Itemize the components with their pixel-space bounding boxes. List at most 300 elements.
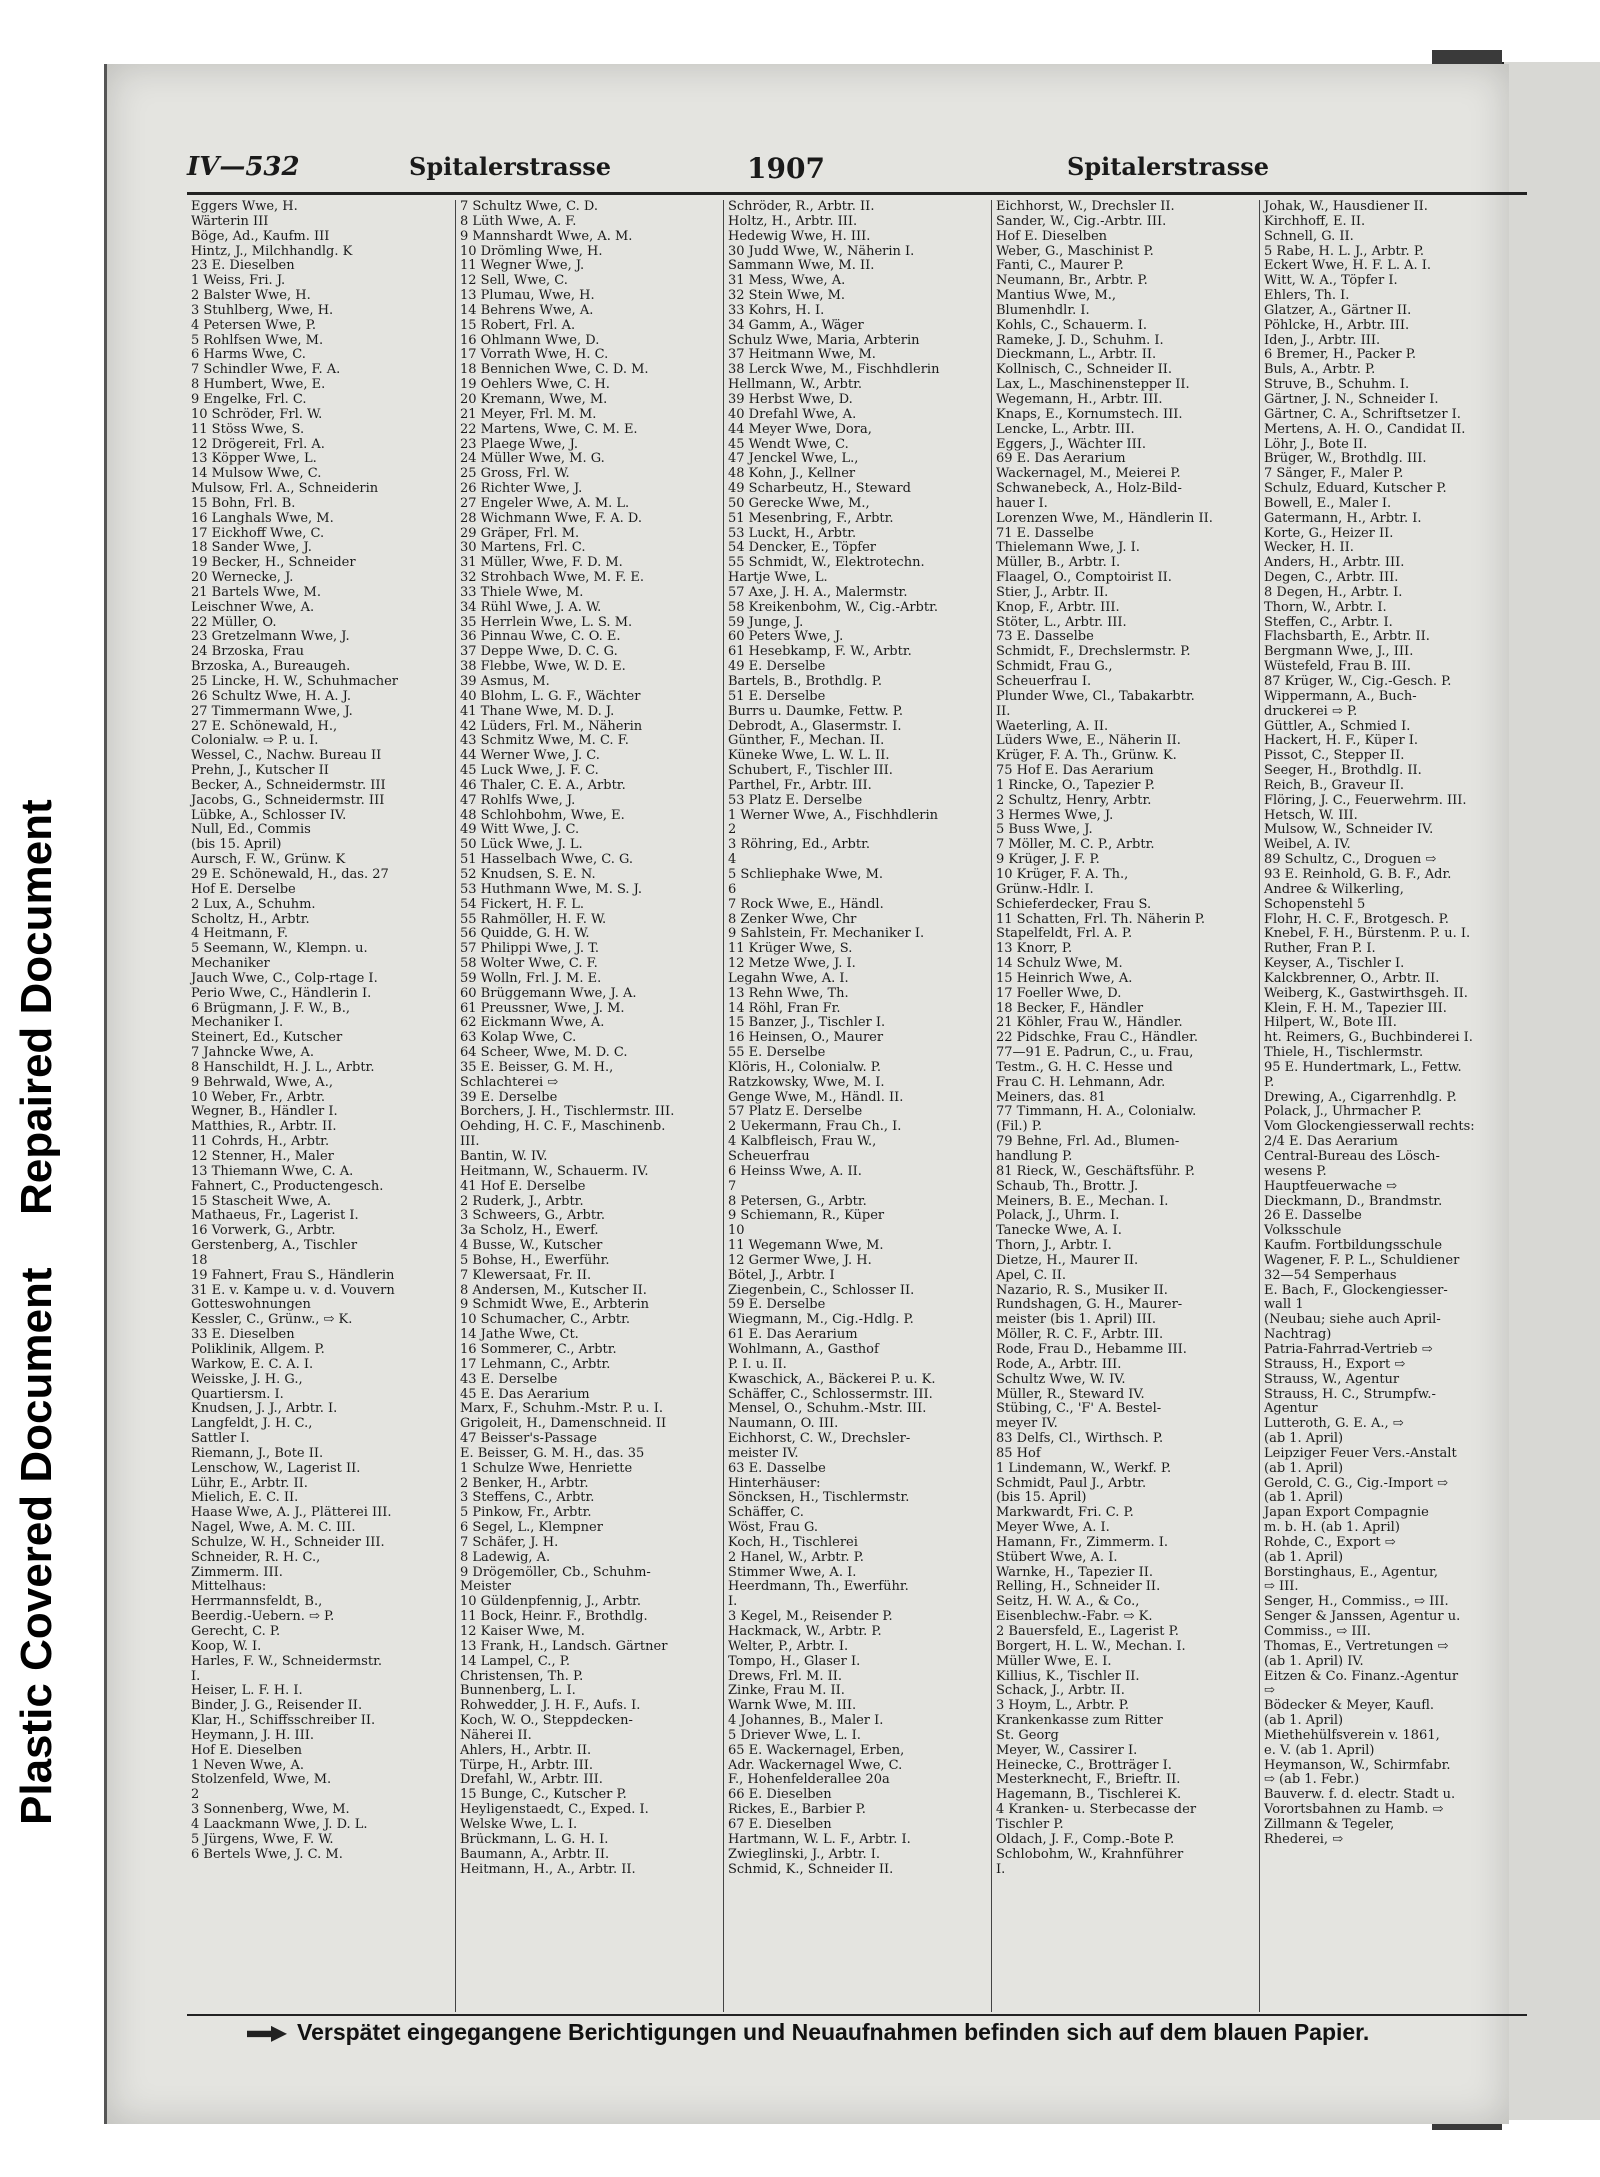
directory-entry: 27 Timmermann Wwe, J. [191,704,353,719]
directory-entry: 1 Rincke, O., Tapezier P. [996,778,1155,793]
directory-entry: 2 Schultz, Henry, Arbtr. [996,793,1152,808]
directory-entry: F., Hohenfelderallee 20a [728,1773,890,1788]
directory-entry: 65 E. Wackernagel, Erben, [728,1743,905,1758]
directory-entry: meister (bis 1. April) III. [996,1313,1156,1328]
directory-entry: Mathaeus, Fr., Lagerist I. [191,1209,359,1224]
directory-entry: 9 Engelke, Frl. C. [191,392,307,407]
directory-entry: 8 Zenker Wwe, Chr [728,912,857,927]
directory-entry: Heerdmann, Th., Ewerführ. [728,1580,909,1595]
directory-entry: Weber, G., Maschinist P. [996,244,1154,259]
directory-entry: Brüger, W., Brothdlg. III. [1264,452,1427,467]
directory-entry: 7 Rock Wwe, E., Händl. [728,897,884,912]
directory-entry: 53 Luckt, H., Arbtr. [728,526,857,541]
repaired-document-label: Repaired Document [12,799,61,1215]
directory-entry: druckerei ⇨ P. [1264,704,1358,719]
directory-entry: 3 Kegel, M., Reisender P. [728,1610,893,1625]
directory-entry: Scheuerfrau I. [996,675,1092,689]
directory-entry: III. [460,1135,480,1150]
directory-entry: ⇨ III. [1264,1580,1299,1595]
header-rule [187,192,1527,195]
directory-entry: Vom Glockengiesserwall rechts: [1264,1120,1475,1135]
directory-entry: Heymann, J. H. III. [191,1728,315,1743]
directory-entry: 32—54 Semperhaus [1264,1268,1397,1283]
year-heading: 1907 [747,152,825,185]
footer-rule [187,2014,1527,2016]
directory-entry: Stübert Wwe, A. I. [996,1550,1118,1565]
directory-entry: 79 Behne, Frl. Ad., Blumen- [996,1135,1180,1150]
directory-entry: 39 Asmus, M. [460,675,550,689]
directory-entry: Söncksen, H., Tischlermstr. [728,1491,910,1506]
directory-entry: Quartiersm. I. [191,1387,284,1402]
directory-entry: Frau C. H. Lehmann, Adr. [996,1075,1166,1090]
directory-columns [187,200,1527,2012]
directory-entry: Waeterling, A. II. [996,719,1109,734]
directory-entry: Schultz Wwe, W. IV. [996,1372,1126,1387]
directory-entry: Burrs u. Daumke, Fettw. P. [728,704,904,719]
directory-entry: Schäffer, C. [728,1506,804,1521]
directory-entry: 2/4 E. Das Aerarium [1264,1135,1398,1150]
directory-entry: Killius, K., Tischler II. [996,1669,1140,1684]
directory-entry: Borstinghaus, E., Agentur, [1264,1565,1438,1580]
directory-entry: Mantius Wwe, M., [996,289,1117,304]
directory-entry: Binder, J. G., Reisender II. [191,1699,363,1714]
directory-entry: Kessler, C., Grünw., ⇨ K. [191,1313,353,1328]
directory-entry: 64 Scheer, Wwe, M. D. C. [460,1046,628,1061]
directory-entry: Mesterknecht, F., Brieftr. II. [996,1773,1181,1788]
directory-entry: Hagemann, B., Tischlerei K. [996,1788,1182,1803]
directory-entry: Vorortsbahnen zu Hamb. ⇨ [1264,1803,1444,1818]
directory-entry: Neumann, Br., Arbtr. P. [996,274,1148,289]
directory-entry: Scholtz, H., Arbtr. [191,912,310,927]
directory-entry: 6 Segel, L., Klempner [460,1521,603,1536]
directory-entry: 75 Hof E. Das Aerarium [996,764,1154,779]
directory-entry: handlung P. [996,1150,1073,1164]
directory-entry: Schlobohm, W., Krahnführer [996,1847,1184,1862]
directory-entry: 2 Bauersfeld, E., Lagerist P. [996,1625,1179,1639]
directory-entry: meister IV. [728,1446,799,1461]
directory-entry: 2 Uekermann, Frau Ch., I. [728,1120,902,1135]
directory-entry: 45 E. Das Aerarium [460,1387,590,1402]
directory-entry: Hetsch, W. III. [1264,808,1358,823]
directory-entry: Klar, H., Schiffsschreiber II. [191,1714,376,1729]
directory-entry: (bis 15. April) [996,1491,1087,1506]
directory-entry: (ab 1. April) [1264,1550,1344,1565]
directory-entry: 33 E. Dieselben [191,1328,295,1343]
directory-entry: 57 Platz E. Derselbe [728,1105,863,1120]
directory-entry: I. [191,1669,201,1684]
directory-entry: 10 Schröder, Frl. W. [191,407,323,422]
directory-entry: Bowell, E., Maler I. [1264,496,1392,511]
directory-entry: wesens P. [1264,1164,1327,1179]
directory-entry: Rohde, C., Export ⇨ [1264,1535,1396,1550]
directory-entry: Zillmann & Tegeler, [1264,1817,1395,1832]
directory-entry: Hof E. Derselbe [191,882,296,897]
directory-entry: 49 Scharbeutz, H., Steward [728,482,911,497]
directory-entry: Mulsow, W., Schneider IV. [1264,823,1434,838]
directory-entry: Perio Wwe, C., Händlerin I. [191,986,372,1001]
directory-entry: 11 Bock, Heinr. F., Brothdlg. [460,1610,648,1625]
directory-entry: Schulz Wwe, Maria, Arbterin [728,333,920,348]
directory-entry: Flachsbarth, E., Arbtr. II. [1264,630,1430,645]
directory-entry: Güttler, A., Schmied I. [1264,719,1411,734]
directory-entry: 49 Witt Wwe, J. C. [460,823,580,838]
directory-entry: Gotteswohnungen [191,1298,311,1313]
directory-entry: 10 Schumacher, C., Arbtr. [460,1313,631,1328]
directory-entry: Lühr, E., Arbtr. II. [191,1476,308,1491]
pointing-hand-icon [247,2026,287,2042]
directory-entry: 2 Ruderk, J., Arbtr. [460,1194,584,1209]
directory-entry: 12 Kaiser Wwe, M. [460,1625,585,1639]
directory-entry: Hinterhäuser: [728,1476,821,1491]
directory-entry: 27 E. Schönewald, H., [191,719,338,734]
directory-entry: 3 Hoym, L., Arbtr. P. [996,1699,1129,1714]
directory-entry: Weiberg, K., Gastwirthsgeh. II. [1264,986,1468,1001]
directory-entry: Gerecht, C. P. [191,1625,281,1639]
directory-entry: Thomas, E., Vertretungen ⇨ [1264,1639,1449,1654]
directory-entry: Warnke, H., Tapezier II. [996,1565,1154,1580]
directory-entry: 4 [728,853,737,868]
directory-entry: Borgert, H. L. W., Mechan. I. [996,1639,1186,1654]
directory-entry: 11 Wegner Wwe, J. [460,259,585,274]
directory-entry: 15 Robert, Frl. A. [460,318,576,333]
directory-entry: Testm., G. H. C. Hesse und [996,1060,1173,1075]
directory-entry: Wüstefeld, Frau B. III. [1264,660,1411,675]
directory-entry: 43 E. Derselbe [460,1372,558,1387]
directory-entry: Rickes, E., Barbier P. [728,1803,866,1818]
directory-entry: Wackernagel, M., Meierei P. [996,467,1181,482]
directory-entry: 39 E. Derselbe [460,1090,558,1105]
directory-entry: 30 Judd Wwe, W., Näherin I. [728,244,915,259]
directory-entry: 21 Bartels Wwe, M. [191,585,321,600]
directory-entry: Andree & Wilkerling, [1264,882,1404,897]
directory-entry: Näherei II. [460,1728,532,1743]
directory-entry: Schmidt, Paul J., Arbtr. [996,1476,1147,1491]
directory-entry: Ziegenbein, C., Schlosser II. [728,1283,915,1298]
directory-entry: 26 Richter Wwe, J. [460,482,583,497]
directory-entry: Thorn, J., Arbtr. I. [996,1239,1112,1254]
directory-entry: 50 Gerecke Wwe, M., [728,496,870,511]
directory-entry: 73 E. Dasselbe [996,630,1094,645]
directory-entry: Stübing, C., 'F' A. Bestel- [996,1402,1162,1417]
directory-entry: Knop, F., Arbtr. III. [996,600,1120,615]
directory-entry: Hackert, H. F., Küper I. [1264,734,1419,749]
directory-entry: Thorn, W., Arbtr. I. [1264,600,1387,615]
directory-entry: 22 Pidschke, Frau C., Händler. [996,1031,1198,1046]
directory-entry: Witt, W. A., Töpfer I. [1264,274,1398,289]
directory-entry: 8 Lüth Wwe, A. F. [460,214,577,229]
directory-entry: Eckert Wwe, H. F. L. A. I. [1264,259,1432,274]
directory-entry: 13 Thiemann Wwe, C. A. [191,1164,354,1179]
directory-entry: Gerstenberg, A., Tischler [191,1239,358,1254]
page-number: IV—532 [187,152,300,182]
directory-entry: 7 Möller, M. C. P., Arbtr. [996,838,1155,853]
directory-entry: Koch, H., Tischlerei [728,1535,858,1550]
directory-entry: Stolzenfeld, Wwe, M. [191,1773,332,1788]
directory-entry: Hof E. Dieselben [996,229,1108,244]
directory-entry: 38 Lerck Wwe, M., Fischhdlerin [728,363,940,378]
directory-entry: 5 Rabe, H. L. J., Arbtr. P. [1264,244,1425,259]
directory-entry: Beerdig.-Uebern. ⇨ P. [191,1610,335,1625]
directory-entry: Anders, H., Arbtr. III. [1264,556,1405,571]
directory-entry: Rode, A., Arbtr. III. [996,1357,1122,1372]
directory-entry: 7 Schäfer, J. H. [460,1535,559,1550]
directory-entry: Meyer Wwe, A. I. [996,1521,1110,1536]
directory-entry: wall 1 [1264,1298,1304,1313]
directory-entry: 1 Neven Wwe, A. [191,1758,304,1773]
directory-entry: 12 Stenner, H., Maler [191,1150,334,1164]
directory-entry: Oldach, J. F., Comp.-Bote P. [996,1832,1175,1847]
directory-entry: Lax, L., Maschinenstepper II. [996,378,1190,393]
directory-entry: Lencke, L., Arbtr. III. [996,422,1135,437]
directory-entry: Rode, Frau D., Hebamme III. [996,1342,1187,1357]
directory-entry: 15 Stascheit Wwe, A. [191,1194,332,1209]
directory-entry: Bergmann Wwe, J., III. [1264,645,1414,660]
directory-entry: Wegemann, H., Arbtr. III. [996,392,1163,407]
column-5 [1259,200,1522,2012]
directory-entry: 29 Gräper, Frl. M. [460,526,580,541]
directory-entry: Brzoska, A., Bureaugeh. [191,660,351,675]
directory-entry: 48 Schlohbohm, Wwe, E. [460,808,625,823]
directory-entry: 10 [728,1224,745,1239]
directory-entry: Küneke Wwe, L. W. L. II. [728,749,890,764]
directory-entry: Rameke, J. D., Schuhm. I. [996,333,1164,348]
directory-entry: Hartje Wwe, L. [728,571,828,586]
directory-entry: Steinert, Ed., Kutscher [191,1031,343,1046]
directory-entry: Rhederei, ⇨ [1264,1832,1344,1847]
directory-entry: Colonialw. ⇨ P. u. I. [191,734,319,749]
directory-entry: 37 Heitmann Wwe, M. [728,348,876,363]
directory-entry: 59 E. Derselbe [728,1298,826,1313]
directory-entry: Pissot, C., Stepper II. [1264,749,1405,764]
directory-entry: Schnell, G. II. [1264,229,1354,244]
directory-entry: Naumann, O. III. [728,1417,839,1432]
directory-entry: 55 Schmidt, W., Elektrotechn. [728,556,925,571]
directory-entry: 15 Bohn, Frl. B. [191,496,296,511]
directory-entry: Drews, Frl. M. II. [728,1669,843,1684]
directory-entry: 8 Humbert, Wwe, E. [191,378,326,393]
directory-entry: Jacobs, G., Schneidermstr. III [191,793,385,808]
directory-entry: Mertens, A. H. O., Candidat II. [1264,422,1466,437]
directory-entry: 6 Harms Wwe, C. [191,348,306,363]
directory-entry: 3 Stuhlberg, Wwe, H. [191,303,334,318]
directory-entry: Glatzer, A., Gärtner II. [1264,303,1412,318]
directory-entry: Keyser, A., Tischler I. [1264,957,1405,972]
directory-entry: 7 Sänger, F., Maler P. [1264,467,1404,482]
directory-entry: Japan Export Compagnie [1264,1506,1429,1521]
directory-entry: Knudsen, J. J., Arbtr. I. [191,1402,338,1417]
directory-entry: Müller, B., Arbtr. I. [996,556,1121,571]
directory-entry: Bantin, W. IV. [460,1150,548,1164]
directory-entry: Lutteroth, G. E. A., ⇨ [1264,1417,1404,1432]
directory-entry: Müller, R., Steward IV. [996,1387,1145,1402]
directory-entry: 45 Luck Wwe, J. F. C. [460,764,599,779]
directory-entry: 33 Thiele Wwe, M. [460,585,584,600]
directory-entry: Schubert, F., Tischler III. [728,764,893,779]
directory-entry: 14 Jathe Wwe, Ct. [460,1328,579,1343]
directory-entry: Drefahl, W., Arbtr. III. [460,1773,603,1788]
directory-entry: 8 Hanschildt, H. J. L., Arbtr. [191,1060,375,1075]
directory-entry: Hedewig Wwe, H. III. [728,229,871,244]
directory-entry: 9 Krüger, J. F. P. [996,853,1100,868]
directory-entry: 4 Johannes, B., Maler I. [728,1714,884,1729]
directory-entry: 14 Lampel, C., P. [460,1654,570,1669]
directory-entry: 41 Thane Wwe, M. D. J. [460,704,615,719]
directory-entry: 89 Schultz, C., Droguen ⇨ [1264,853,1437,868]
directory-entry: Struve, B., Schuhm. I. [1264,378,1410,393]
directory-entry: meyer IV. [996,1417,1058,1432]
directory-entry: 18 [191,1253,208,1268]
directory-entry: (ab 1. April) [1264,1432,1344,1447]
directory-entry: 51 Mesenbring, F., Arbtr. [728,511,894,526]
directory-entry: 3 Steffens, C., Arbtr. [460,1491,595,1506]
directory-entry: 6 Brügmann, J. F. W., B., [191,1001,350,1016]
directory-entry: Tanecke Wwe, A. I. [996,1224,1122,1239]
directory-entry: Oehding, H. C. F., Maschinenb. [460,1120,666,1135]
directory-entry: 40 Drefahl Wwe, A. [728,407,857,422]
directory-entry: Debrodt, A., Glasermstr. I. [728,719,902,734]
directory-entry: 9 Mannshardt Wwe, A. M. [460,229,633,244]
directory-entry: Hackmack, W., Arbtr. P. [728,1625,882,1639]
directory-entry: 7 [728,1179,737,1194]
directory-entry: Schieferdecker, Frau S. [996,897,1152,912]
directory-entry: 11 Wegemann Wwe, M. [728,1239,884,1254]
directory-entry: Sander, W., Cig.-Arbtr. III. [996,214,1167,229]
directory-entry: 9 Behrwald, Wwe, A., [191,1075,333,1090]
directory-entry: Heymanson, W., Schirmfabr. [1264,1758,1451,1773]
directory-entry: 56 Quidde, G. H. W. [460,927,590,942]
directory-entry: Genge Wwe, M., Händl. II. [728,1090,904,1105]
directory-entry: 25 Gross, Frl. W. [460,467,570,482]
directory-entry: Senger, H., Commiss., ⇨ III. [1264,1595,1449,1610]
directory-entry: 18 Bennichen Wwe, C. D. M. [460,363,649,378]
directory-entry: Zinke, Frau M. II. [728,1684,845,1699]
directory-entry: Schulz, Eduard, Kutscher P. [1264,482,1447,497]
directory-entry: 8 Degen, H., Arbtr. I. [1264,585,1403,600]
directory-entry: Meyer, W., Cassirer I. [996,1743,1138,1758]
directory-entry: 2 Lux, A., Schuhm. [191,897,316,912]
directory-entry: 4 Busse, W., Kutscher [460,1239,603,1254]
directory-page [104,64,1509,2124]
directory-entry: 36 Pinnau Wwe, C. O. E. [460,630,621,645]
directory-entry: Nagel, Wwe, A. M. C. III. [191,1521,356,1536]
directory-entry: Bauverw. f. d. electr. Stadt u. [1264,1788,1456,1803]
directory-entry: 1 Weiss, Fri. J. [191,274,286,289]
directory-entry: 9 Drögemöller, Cb., Schuhm- [460,1565,651,1580]
directory-entry: Mechaniker [191,957,270,972]
directory-entry: 66 E. Dieselben [728,1788,832,1803]
directory-entry: 17 Eickhoff Wwe, C. [191,526,325,541]
directory-entry: 2 [191,1788,200,1803]
footer-text: Verspätet eingegangene Berichtigungen und Neuaufnahmen befinden sich auf dem blauen Papier. [297,2019,1370,2045]
directory-entry: Drewing, A., Cigarrenhdlg. P. [1264,1090,1457,1105]
directory-entry: 37 Deppe Wwe, D. C. G. [460,645,618,660]
directory-entry: m. b. H. (ab 1. April) [1264,1521,1400,1536]
footer-notice [247,2019,1547,2055]
directory-entry: Adr. Wackernagel Wwe, C. [728,1758,903,1773]
plastic-covered-document-label: Plastic Covered Document [12,1267,61,1825]
directory-entry: Gärtner, C. A., Schriftsetzer I. [1264,407,1461,422]
directory-entry: Herrmannsfeldt, B., [191,1595,323,1610]
directory-entry: Iden, J., Arbtr. III. [1264,333,1381,348]
directory-entry: 51 Hasselbach Wwe, C. G. [460,853,634,868]
directory-entry: 69 E. Das Aerarium [996,452,1126,467]
directory-entry: 47 Jenckel Wwe, L., [728,452,859,467]
directory-entry: Günther, F., Mechan. II. [728,734,885,749]
directory-entry: 11 Stöss Wwe, S. [191,422,305,437]
directory-entry: 43 Schmitz Wwe, M. C. F. [460,734,629,749]
directory-entry: 9 Schiemann, R., Küper [728,1209,885,1224]
directory-entry: 6 Heinss Wwe, A. II. [728,1164,862,1179]
directory-entry: Ratzkowsky, Wwe, M. I. [728,1075,885,1090]
directory-entry: 61 E. Das Aerarium [728,1328,858,1343]
directory-entry: 13 Plumau, Wwe, H. [460,289,595,304]
directory-entry: 34 Gamm, A., Wäger [728,318,864,333]
directory-entry: 12 Drögereit, Frl. A. [191,437,325,452]
directory-entry: Becker, A., Schneidermstr. III [191,778,386,793]
directory-entry: Wessel, C., Nachw. Bureau II [191,749,382,764]
directory-entry: Schack, J., Arbtr. II. [996,1684,1125,1699]
directory-entry: Müller Wwe, E. I. [996,1654,1112,1669]
directory-entry: Senger & Janssen, Agentur u. [1264,1610,1461,1625]
directory-entry: 42 Lüders, Frl. M., Näherin [460,719,643,734]
directory-entry: Baumann, A., Arbtr. II. [460,1847,610,1862]
directory-entry: 59 Junge, J. [728,615,804,630]
directory-entry: Ehlers, Th. I. [1264,289,1350,304]
directory-entry: 1 Lindemann, W., Werkf. P. [996,1461,1172,1476]
directory-entry: 14 Behrens Wwe, A. [460,303,594,318]
column-3 [723,200,986,2012]
directory-entry: 45 Wendt Wwe, C. [728,437,849,452]
directory-entry: P. I. u. II. [728,1357,787,1372]
directory-entry: 22 Martens, Wwe, C. M. E. [460,422,638,437]
directory-entry: 29 E. Schönewald, H., das. 27 [191,867,389,882]
directory-entry: Wiegmann, M., Cig.-Hdlg. P. [728,1313,914,1328]
directory-entry: 50 Lück Wwe, J. L. [460,838,583,853]
directory-entry: Schmidt, Frau G., [996,660,1113,675]
directory-entry: 3 Sonnenberg, Wwe, M. [191,1803,350,1818]
directory-entry: Matthies, R., Arbtr. II. [191,1120,337,1135]
directory-entry: Hauptfeuerwache ⇨ [1264,1179,1398,1194]
directory-entry: 9 Schmidt Wwe, E., Arbterin [460,1298,650,1313]
directory-entry: 18 Becker, F., Händler [996,1001,1144,1016]
directory-entry: Heinecke, C., Brotträger I. [996,1758,1172,1773]
directory-entry: 54 Fickert, H. F. L. [460,897,585,912]
directory-entry: Leischner Wwe, A. [191,600,315,615]
directory-entry: Gerold, C. G., Cig.-Import ⇨ [1264,1476,1448,1491]
directory-entry: Klein, F. H. M., Tapezier III. [1264,1001,1447,1016]
directory-entry: Heyligenstaedt, C., Exped. I. [460,1803,649,1818]
directory-entry: 32 Stein Wwe, M. [728,289,846,304]
directory-entry: Weisske, J. H. G., [191,1372,303,1387]
directory-entry: Haase Wwe, A. J., Plätterei III. [191,1506,392,1521]
directory-entry: 8 Ladewig, A. [460,1550,551,1565]
directory-entry: Fahnert, C., Productengesch. [191,1179,384,1194]
directory-entry: (bis 15. April) [191,838,282,853]
directory-entry: 5 Buss Wwe, J. [996,823,1093,838]
directory-entry: 67 E. Dieselben [728,1817,832,1832]
directory-entry: Reich, B., Graveur II. [1264,778,1405,793]
directory-entry: 10 Drömling Wwe, H. [460,244,603,259]
directory-entry: 30 Martens, Frl. C. [460,541,586,556]
directory-entry: 2 [728,823,737,838]
directory-entry: 2 Benker, H., Arbtr. [460,1476,589,1491]
directory-entry: 40 Blohm, L. G. F., Wächter [460,689,641,704]
directory-entry: ⇨ (ab 1. Febr.) [1264,1773,1360,1788]
directory-entry: Wärterin III [191,214,269,229]
directory-entry: Heitmann, H., A., Arbtr. II. [460,1862,636,1877]
directory-entry: Hintz, J., Milchhandlg. K [191,244,353,259]
directory-entry: Scheuerfrau [728,1150,810,1164]
